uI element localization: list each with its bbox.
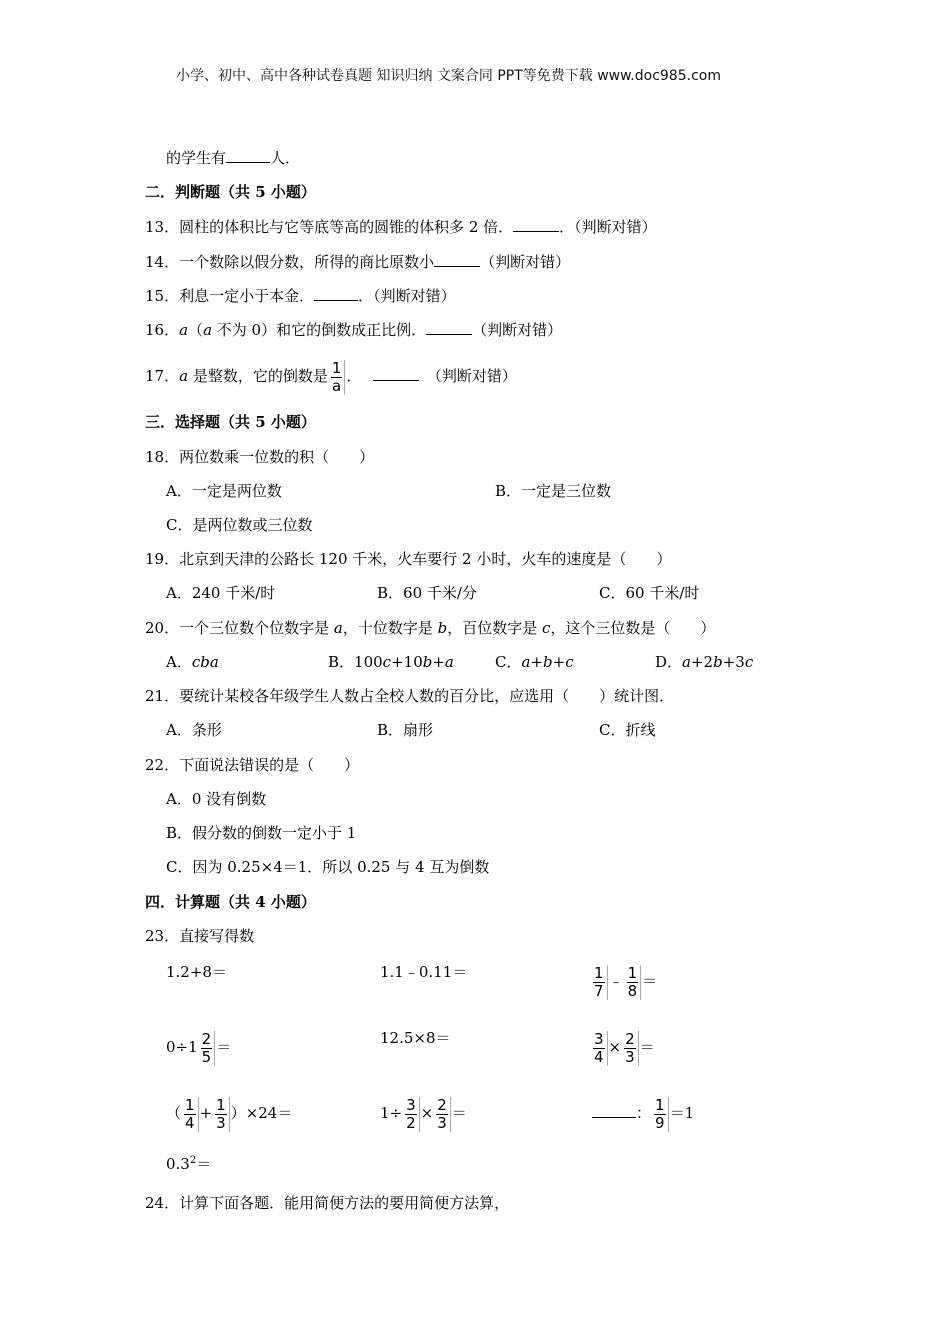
q18-stem: 18．两位数乘一位数的积（ ）: [145, 448, 375, 466]
fraction-denominator: 7: [594, 981, 604, 1000]
fraction: [199, 1031, 216, 1066]
question-16: [145, 319, 562, 340]
fraction: [625, 965, 642, 1000]
q16-var: a: [179, 321, 189, 339]
q16-text: （: [188, 321, 204, 339]
equals: ＝1: [669, 1104, 695, 1122]
option-var: c: [565, 653, 574, 671]
option-var: b: [543, 653, 553, 671]
q17-post: （判断对错）: [434, 367, 517, 385]
q24-stem: 24．计算下面各题．能用简便方法的要用简便方法算，: [145, 1194, 510, 1212]
q18-option-c: C．是两位数或三位数: [166, 516, 313, 534]
fraction: [182, 1097, 199, 1132]
q19-stem: 19．北京到天津的公路长 120 千米，火车要行 2 小时，火车的速度是（ ）: [145, 550, 672, 568]
answer-blank: [373, 365, 419, 381]
calc-expression: [592, 1092, 694, 1134]
option-part: +3: [722, 653, 745, 671]
q19-option-a: A．240 千米/时: [166, 584, 276, 602]
calc-expression: 12.5×8＝: [380, 1029, 451, 1047]
q19-option-b: B．60 千米/分: [377, 584, 477, 602]
q20-s4: ，这个三位数是（ ）: [550, 619, 716, 637]
fraction-numerator: 2: [201, 1029, 212, 1048]
q20-option-d: [655, 652, 753, 672]
option-var: a: [682, 653, 691, 671]
q23-stem: 23．直接写得数: [145, 927, 255, 945]
q18-option-b: B．一定是三位数: [495, 482, 612, 500]
section-title-judgment: 二．判断题（共 5 小题）: [145, 183, 316, 201]
fraction: [591, 965, 608, 1000]
calc-expression: [380, 1092, 467, 1134]
q16-post: （判断对错）: [472, 321, 563, 339]
option-var: a: [444, 653, 454, 671]
paren-close: ）×24＝: [230, 1104, 293, 1122]
calc-expression: [590, 1026, 655, 1068]
option-var: c: [744, 653, 754, 671]
equals: ＝: [196, 1155, 212, 1173]
power-exponent: 2: [189, 1155, 197, 1166]
q17-var: a: [179, 367, 189, 385]
option-label: B．: [328, 653, 355, 671]
option-var: c: [382, 653, 392, 671]
q15-post: ．（判断对错）: [358, 287, 456, 305]
page-header: 小学、初中、高中各种试卷真题 知识归纳 文案合同 PPT等免费下载 www.doc985.com: [176, 68, 721, 84]
calc-expression: [166, 1154, 211, 1174]
q19-option-c: C．60 千米/时: [599, 584, 700, 602]
answer-blank: [314, 285, 358, 301]
section-title-choice: 三．选择题（共 5 小题）: [145, 413, 316, 431]
question-17: [145, 356, 517, 396]
expr-prefix: 0÷1: [166, 1038, 198, 1056]
q16-num: 16．: [145, 321, 180, 339]
fraction: [213, 1097, 230, 1132]
calc-expression: [166, 1026, 231, 1068]
colon: ：: [636, 1104, 652, 1122]
calc-expression: [166, 1092, 292, 1134]
calc-expression: [590, 960, 657, 1002]
option-label: C．: [495, 653, 522, 671]
q20-option-b: [328, 652, 454, 672]
answer-blank: [434, 251, 480, 267]
fraction-denominator: 3: [437, 1113, 447, 1132]
fraction-numerator: 1: [627, 963, 638, 982]
fraction-numerator: 1: [331, 358, 342, 377]
fraction-numerator: 2: [625, 1029, 635, 1048]
option-part: +: [432, 653, 445, 671]
option-part: +: [552, 653, 566, 671]
answer-blank: [592, 1102, 636, 1118]
q21-option-c: C．折线: [599, 721, 656, 739]
equals: ＝: [451, 1104, 467, 1122]
q20-v3: c: [541, 619, 551, 637]
equals: ＝: [216, 1038, 232, 1056]
fraction: [622, 1031, 639, 1066]
fraction-numerator: 1: [185, 1095, 195, 1114]
option-label: A．: [166, 653, 192, 671]
fraction-numerator: 1: [655, 1095, 665, 1114]
operator: +: [199, 1104, 213, 1122]
q14-text: 14．一个数除以假分数，所得的商比原数小: [145, 253, 435, 271]
fraction-denominator: 4: [185, 1113, 195, 1132]
answer-blank: [426, 319, 472, 335]
option-part: +2: [690, 653, 714, 671]
operator: ﹣: [608, 972, 624, 990]
fraction-denominator: 3: [625, 1047, 635, 1066]
q22-option-a: A．0 没有倒数: [166, 790, 267, 808]
option-var: b: [422, 653, 433, 671]
option-part: 100: [354, 653, 383, 671]
operator: ×: [608, 1038, 622, 1056]
q13-text: 13．圆柱的体积比与它等底等高的圆锥的体积多 2 倍．: [145, 218, 514, 236]
option-label: D．: [655, 653, 683, 671]
q20-option-a: [166, 652, 219, 672]
q22-option-b: B．假分数的倒数一定小于 1: [166, 824, 357, 842]
power-base: 0.3: [166, 1155, 190, 1173]
question-15: [145, 285, 456, 306]
fraction-denominator: 8: [627, 981, 638, 1000]
q20-v1: a: [333, 619, 343, 637]
expr-prefix: 1÷: [380, 1104, 403, 1122]
option-value: cba: [191, 653, 219, 671]
fraction: [434, 1097, 451, 1132]
q14-post: （判断对错）: [480, 253, 571, 271]
paren-open: （: [166, 1104, 182, 1122]
fraction-numerator: 2: [437, 1095, 447, 1114]
fraction-denominator: 5: [201, 1047, 212, 1066]
fraction-denominator: 3: [216, 1113, 226, 1132]
fraction-denominator: 2: [406, 1113, 416, 1132]
option-var: b: [713, 653, 723, 671]
question-13: [145, 216, 657, 237]
fraction: [329, 360, 346, 395]
fraction-numerator: 3: [594, 1029, 604, 1048]
q20-option-c: [495, 652, 574, 672]
equals: ＝: [642, 972, 658, 990]
option-part: +10: [391, 653, 423, 671]
carryover-line: [166, 147, 300, 168]
q21-option-a: A．条形: [166, 721, 222, 739]
answer-blank: [226, 147, 270, 163]
carryover-post: 人．: [270, 149, 301, 167]
q18-option-a: A．一定是两位数: [166, 482, 282, 500]
q17-dot: ．: [346, 367, 362, 385]
calc-expression: 1.1﹣0.11＝: [380, 963, 468, 981]
q21-option-b: B．扇形: [377, 721, 434, 739]
option-part: +: [530, 653, 544, 671]
q16-text2: 不为 0）和它的倒数成正比例．: [212, 321, 427, 339]
carryover-pre: 的学生有: [166, 149, 227, 167]
q21-stem: 21．要统计某校各年级学生人数占全校人数的百分比，应选用（ ）统计图．: [145, 687, 675, 705]
fraction-denominator: a: [332, 376, 342, 395]
fraction-denominator: 9: [655, 1113, 665, 1132]
section-title-calculation: 四．计算题（共 4 小题）: [145, 893, 316, 911]
equals: ＝: [639, 1038, 655, 1056]
q17-num: 17．: [145, 367, 180, 385]
fraction-numerator: 3: [406, 1095, 416, 1114]
q20-s2: ，十位数字是: [342, 619, 438, 637]
q15-text: 15．利息一定小于本金．: [145, 287, 315, 305]
q20-v2: b: [437, 619, 448, 637]
q20-s1: 20．一个三位数个位数字是: [145, 619, 334, 637]
fraction: [652, 1097, 669, 1132]
operator: ×: [420, 1104, 434, 1122]
q22-option-c: C．因为 0.25×4＝1．所以 0.25 与 4 互为倒数: [166, 858, 490, 876]
answer-blank: [513, 216, 559, 232]
fraction-numerator: 1: [216, 1095, 226, 1114]
q22-stem: 22．下面说法错误的是（ ）: [145, 756, 360, 774]
q16-var2: a: [203, 321, 213, 339]
fraction: [403, 1097, 420, 1132]
question-14: [145, 251, 570, 272]
q13-post: ．（判断对错）: [559, 218, 657, 236]
q17-text: 是整数，它的倒数是: [188, 367, 328, 385]
q20-s3: ，百位数字是: [447, 619, 542, 637]
option-var: a: [521, 653, 531, 671]
calc-expression: 1.2+8＝: [166, 963, 227, 981]
fraction-numerator: 1: [594, 963, 604, 982]
fraction-denominator: 4: [594, 1047, 604, 1066]
q20-stem: [145, 618, 715, 638]
fraction: [591, 1031, 608, 1066]
